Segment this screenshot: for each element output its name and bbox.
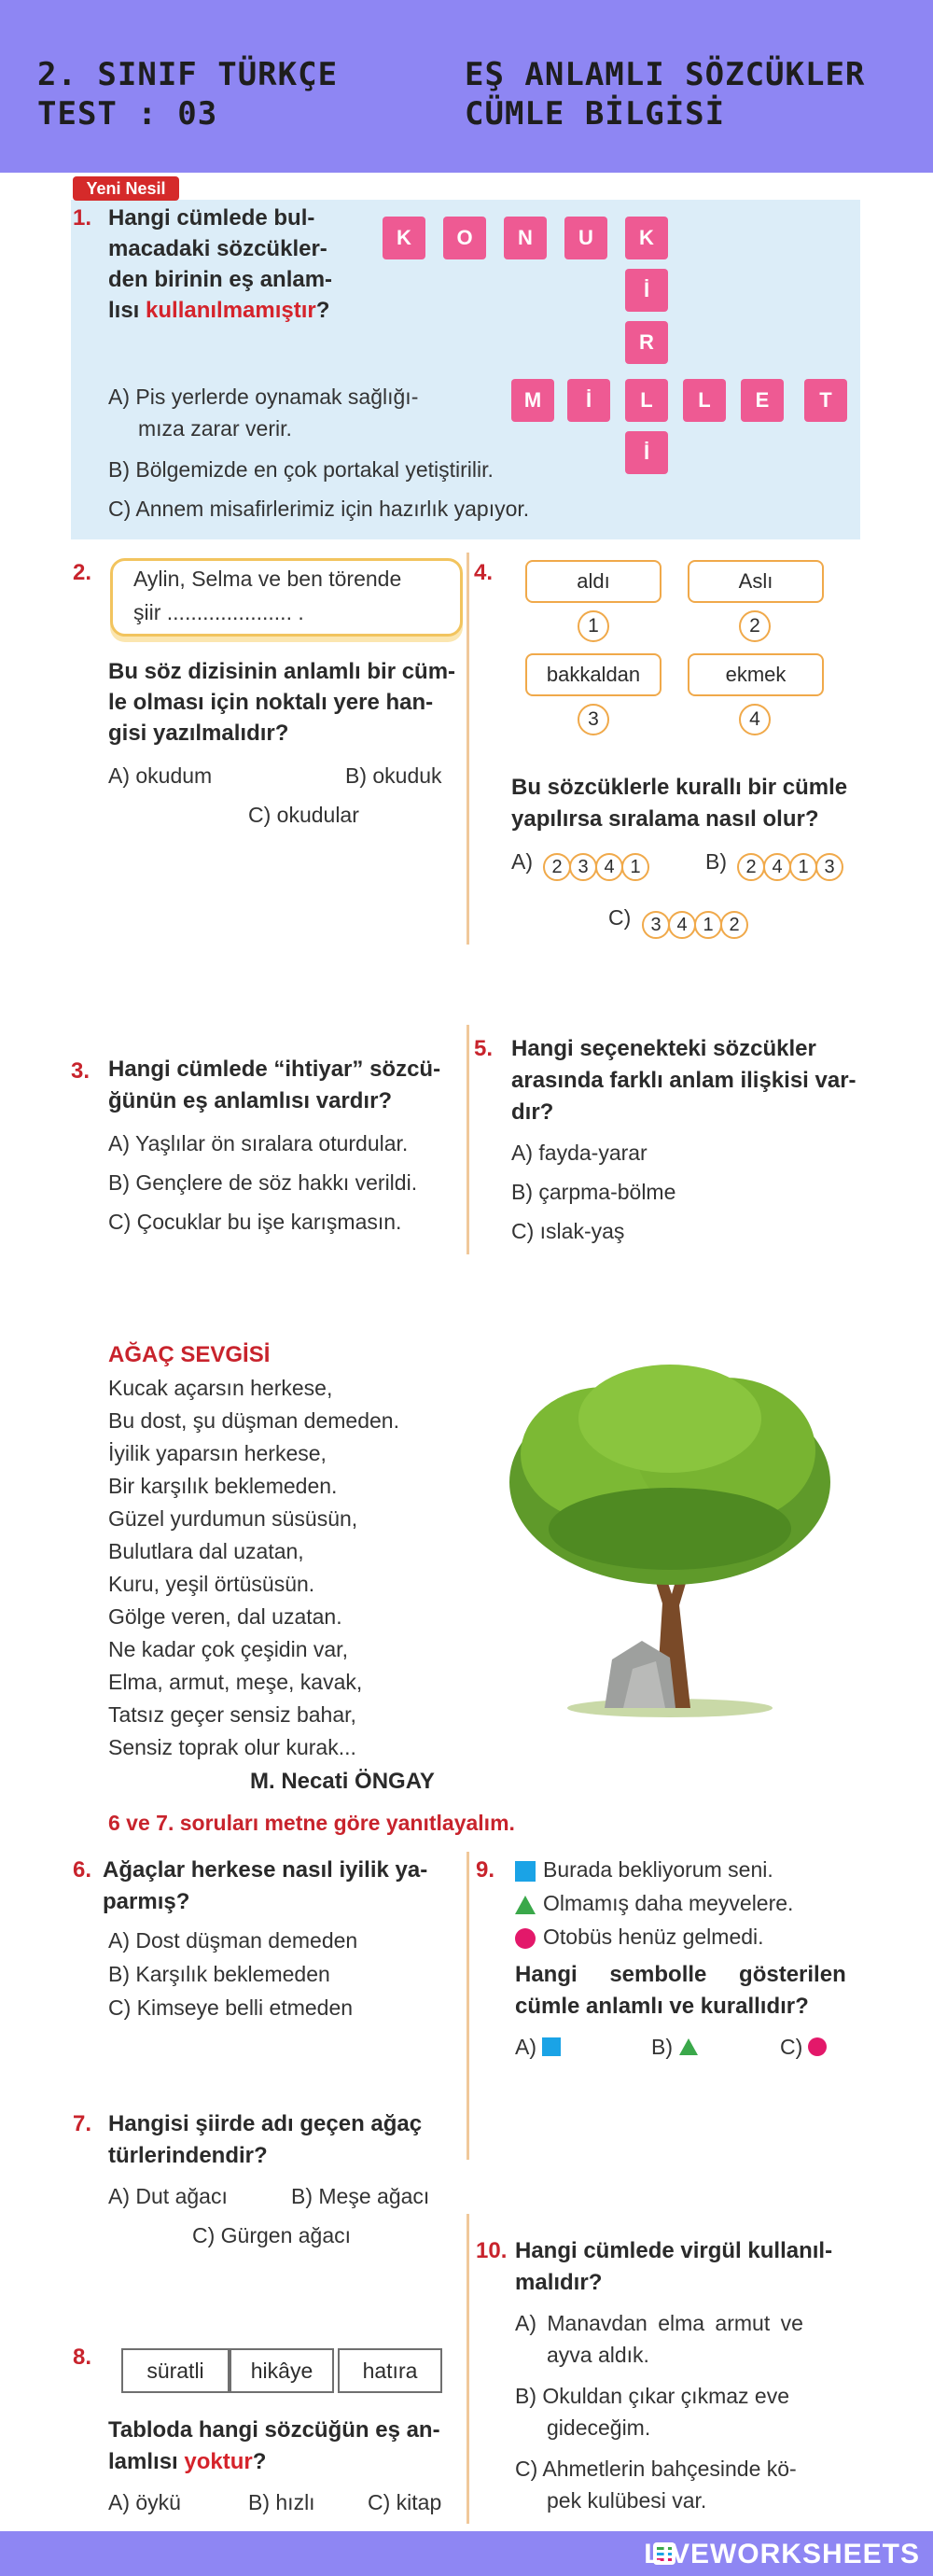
q4-word-aldi: aldı: [525, 560, 661, 603]
q9-option-a[interactable]: A): [515, 2035, 561, 2060]
q4-option-c-digit2: 4: [668, 911, 696, 939]
q4-option-b-digit3: 1: [789, 853, 817, 881]
header-left-line1: 2. SINIF TÜRKÇE: [37, 56, 339, 93]
tree-illustration: [493, 1361, 847, 1725]
square-option-icon: [542, 2037, 561, 2056]
q8-word-hikaye: hikâye: [230, 2348, 334, 2393]
q4-stem-line1: Bu sözcüklerle kurallı bir cümle: [511, 775, 848, 800]
puzzle-tile-i3: İ: [625, 431, 668, 474]
q10-option-c-line1[interactable]: C) Ahmetlerin bahçesinde kö-: [515, 2457, 797, 2481]
triangle-symbol-icon: [514, 1895, 536, 1915]
q9-sentence-triangle: Olmamış daha meyvelere.: [543, 1891, 794, 1915]
q9-stem-line2: cümle anlamlı ve kurallıdır?: [515, 1994, 809, 2019]
q7-stem-line1: Hangisi şiirde adı geçen ağaç: [108, 2111, 423, 2136]
column-divider-middle: [466, 1025, 469, 1254]
q4-num-1: 1: [578, 610, 609, 642]
q10-number: 10.: [476, 2238, 508, 2263]
column-divider-bottom2: [466, 2214, 469, 2524]
poem-line: Bu dost, şu düşman demeden.: [108, 1408, 399, 1433]
q10-option-c-line2[interactable]: pek kulübesi var.: [547, 2488, 707, 2513]
q9-option-b[interactable]: B): [651, 2035, 699, 2060]
square-symbol-icon: [515, 1861, 536, 1882]
q1-option-a-line2[interactable]: mıza zarar verir.: [138, 416, 292, 441]
poem-author: M. Necati ÖNGAY: [250, 1769, 435, 1794]
tree-canopy-bottom: [549, 1488, 791, 1570]
q6-option-a[interactable]: A) Dost düşman demeden: [108, 1928, 358, 1953]
q3-option-c[interactable]: C) Çocuklar bu işe karışmasın.: [108, 1210, 402, 1234]
q8-option-b[interactable]: B) hızlı: [248, 2490, 315, 2514]
circle-symbol-icon: [515, 1928, 536, 1949]
q4-option-a-digit3: 4: [595, 853, 623, 881]
q6-stem-line2: parmış?: [103, 1889, 190, 1914]
q6-option-c[interactable]: C) Kimseye belli etmeden: [108, 1995, 354, 2020]
q4-option-a-label[interactable]: A): [511, 849, 533, 874]
q10-option-b-line2[interactable]: gideceğim.: [547, 2415, 651, 2440]
q2-number: 2.: [73, 560, 92, 585]
puzzle-tile-l2: L: [683, 379, 726, 422]
q8-stem-line2: lamlısı yoktur?: [108, 2449, 267, 2474]
q4-num-2: 2: [739, 610, 771, 642]
q9-stem-line1: Hangi sembolle gösterilen: [515, 1962, 846, 1987]
q6-stem-line1: Ağaçlar herkese nasıl iyilik ya-: [103, 1857, 428, 1883]
poem-line: Kuru, yeşil örtüsüsün.: [108, 1572, 315, 1596]
q8-word-suratli: süratli: [121, 2348, 230, 2393]
q1-stem-line1: Hangi cümlede bul-: [108, 205, 315, 231]
q4-option-c-digit4: 2: [720, 911, 748, 939]
yeni-nesil-badge: Yeni Nesil: [73, 176, 179, 201]
q1-option-a-line1[interactable]: A) Pis yerlerde oynamak sağlığı-: [108, 385, 419, 409]
q6-number: 6.: [73, 1857, 92, 1883]
q4-option-c-digit1: 3: [642, 911, 670, 939]
q2-option-b[interactable]: B) okuduk: [345, 763, 442, 788]
q10-option-a-line1[interactable]: A) Manavdan elma armut ve: [515, 2311, 803, 2335]
q1-stem-highlight: kullanılmamıştır: [146, 298, 316, 323]
header-left-line2: TEST : 03: [37, 95, 218, 133]
q8-stem-highlight: yoktur: [184, 2449, 253, 2474]
q1-stem-line2: macadaki sözcükler-: [108, 236, 327, 261]
puzzle-tile-k2: K: [625, 217, 668, 259]
q8-option-c[interactable]: C) kitap: [368, 2490, 442, 2514]
q4-option-c-digit3: 1: [694, 911, 722, 939]
q3-stem-line2: ğünün eş anlamlısı vardır?: [108, 1088, 393, 1113]
puzzle-tile-k1: K: [383, 217, 425, 259]
puzzle-tile-t: T: [804, 379, 847, 422]
q5-number: 5.: [474, 1036, 494, 1061]
poem-line: Güzel yurdumun süsüsün,: [108, 1506, 358, 1531]
puzzle-tile-u: U: [564, 217, 607, 259]
q10-stem-line2: malıdır?: [515, 2270, 603, 2295]
puzzle-tile-l1: L: [625, 379, 668, 422]
q7-option-b[interactable]: B) Meşe ağacı: [291, 2184, 430, 2208]
q4-num-3: 3: [578, 704, 609, 735]
poem-title: AĞAÇ SEVGİSİ: [108, 1342, 271, 1367]
q4-word-ekmek: ekmek: [688, 653, 824, 696]
q1-option-c[interactable]: C) Annem misafirlerimiz için hazırlık yapıyor.: [108, 497, 530, 521]
q4-option-b-digit2: 4: [763, 853, 791, 881]
poem-line: Gölge veren, dal uzatan.: [108, 1604, 342, 1629]
q4-word-asli: Aslı: [688, 560, 824, 603]
puzzle-tile-r: R: [625, 321, 668, 364]
liveworksheets-brand[interactable]: LIVEWORKSHEETS: [644, 2539, 920, 2569]
q4-option-a-digit1: 2: [543, 853, 571, 881]
q7-stem-line2: türlerindendir?: [108, 2143, 268, 2168]
q5-stem-line1: Hangi seçenekteki sözcükler: [511, 1036, 816, 1061]
q4-option-b-label[interactable]: B): [705, 849, 727, 874]
header-right-line1: EŞ ANLAMLI SÖZCÜKLER: [465, 56, 866, 93]
q8-option-a[interactable]: A) öykü: [108, 2490, 181, 2514]
q1-stem-line3: den birinin eş anlam-: [108, 267, 333, 292]
triangle-option-icon: [678, 2037, 699, 2056]
q3-option-a[interactable]: A) Yaşlılar ön sıralara oturdular.: [108, 1131, 409, 1155]
q5-option-b[interactable]: B) çarpma-bölme: [511, 1180, 676, 1204]
puzzle-tile-n: N: [504, 217, 547, 259]
q7-number: 7.: [73, 2111, 92, 2136]
q3-number: 3.: [71, 1058, 91, 1084]
poem-line: Ne kadar çok çeşidin var,: [108, 1637, 348, 1661]
q2-sentence-box: [110, 558, 463, 637]
poem-line: Bir karşılık beklemeden.: [108, 1474, 338, 1498]
q4-word-bakkaldan: bakkaldan: [525, 653, 661, 696]
puzzle-tile-i1: İ: [625, 269, 668, 312]
q6-option-b[interactable]: B) Karşılık beklemeden: [108, 1962, 330, 1986]
q4-option-a-digit2: 3: [569, 853, 597, 881]
circle-option-icon: [808, 2037, 827, 2056]
q9-number: 9.: [476, 1857, 495, 1883]
q4-option-c-label[interactable]: C): [608, 905, 632, 930]
q2-option-c[interactable]: C) okudular: [248, 803, 359, 827]
q1-number: 1.: [73, 205, 92, 231]
q4-option-b-digit4: 3: [815, 853, 843, 881]
q7-option-a[interactable]: A) Dut ağacı: [108, 2184, 228, 2208]
q2-box-line1: Aylin, Selma ve ben törende: [133, 567, 402, 591]
q8-number: 8.: [73, 2345, 92, 2370]
poem-line: Sensiz toprak olur kurak...: [108, 1735, 356, 1759]
q2-stem-line3: gisi yazılmalıdır?: [108, 721, 289, 746]
q9-option-c[interactable]: C): [780, 2035, 827, 2060]
poem-line: Elma, armut, meşe, kavak,: [108, 1670, 363, 1694]
q8-word-hatira: hatıra: [338, 2348, 442, 2393]
column-divider-top: [466, 553, 469, 945]
q10-stem-line1: Hangi cümlede virgül kullanıl-: [515, 2238, 833, 2263]
poem-instruction: 6 ve 7. soruları metne göre yanıtlayalım.: [108, 1811, 515, 1835]
q2-stem-line2: le olması için noktalı yere han-: [108, 690, 434, 715]
q5-option-a[interactable]: A) fayda-yarar: [511, 1141, 648, 1165]
header-banner: [0, 0, 933, 173]
poem-line: Kucak açarsın herkese,: [108, 1376, 333, 1400]
q5-stem-line2: arasında farklı anlam ilişkisi var-: [511, 1068, 856, 1093]
q4-number: 4.: [474, 560, 494, 585]
q5-option-c[interactable]: C) ıslak-yaş: [511, 1219, 625, 1243]
puzzle-tile-o: O: [443, 217, 486, 259]
column-divider-bottom1: [466, 1852, 469, 2160]
q4-num-4: 4: [739, 704, 771, 735]
q7-option-c[interactable]: C) Gürgen ağacı: [192, 2223, 352, 2247]
poem-line: İyilik yaparsın herkese,: [108, 1441, 327, 1465]
footer-bar: [0, 2531, 933, 2576]
q10-option-a-line2[interactable]: ayva aldık.: [547, 2343, 649, 2367]
q10-option-b-line1[interactable]: B) Okuldan çıkar çıkmaz eve: [515, 2384, 789, 2408]
poem-line: Bulutlara dal uzatan,: [108, 1539, 304, 1563]
tree-canopy-top: [578, 1365, 761, 1473]
q8-stem-line1: Tabloda hangi sözcüğün eş an-: [108, 2417, 440, 2443]
q2-box-line2: şiir ..................... .: [133, 600, 304, 624]
q9-sentence-circle: Otobüs henüz gelmedi.: [543, 1925, 764, 1949]
q1-stem-line4: lısı kullanılmamıştır?: [108, 298, 330, 323]
header-right-line2: CÜMLE BİLGİSİ: [465, 95, 726, 133]
q9-sentence-square: Burada bekliyorum seni.: [543, 1857, 773, 1882]
q2-stem-line1: Bu söz dizisinin anlamlı bir cüm-: [108, 659, 456, 684]
q5-stem-line3: dır?: [511, 1099, 554, 1125]
q4-option-a-digit4: 1: [621, 853, 649, 881]
q4-stem-line2: yapılırsa sıralama nasıl olur?: [511, 806, 819, 832]
puzzle-tile-e: E: [741, 379, 784, 422]
q2-option-a[interactable]: A) okudum: [108, 763, 213, 788]
puzzle-tile-i2: İ: [567, 379, 610, 422]
poem-line: Tatsız geçer sensiz bahar,: [108, 1702, 356, 1727]
q1-option-b[interactable]: B) Bölgemizde en çok portakal yetiştirilir.: [108, 457, 494, 482]
q4-option-b-digit1: 2: [737, 853, 765, 881]
q3-stem-line1: Hangi cümlede “ihtiyar” sözcü-: [108, 1057, 441, 1082]
puzzle-tile-m: M: [511, 379, 554, 422]
q3-option-b[interactable]: B) Gençlere de söz hakkı verildi.: [108, 1170, 418, 1195]
